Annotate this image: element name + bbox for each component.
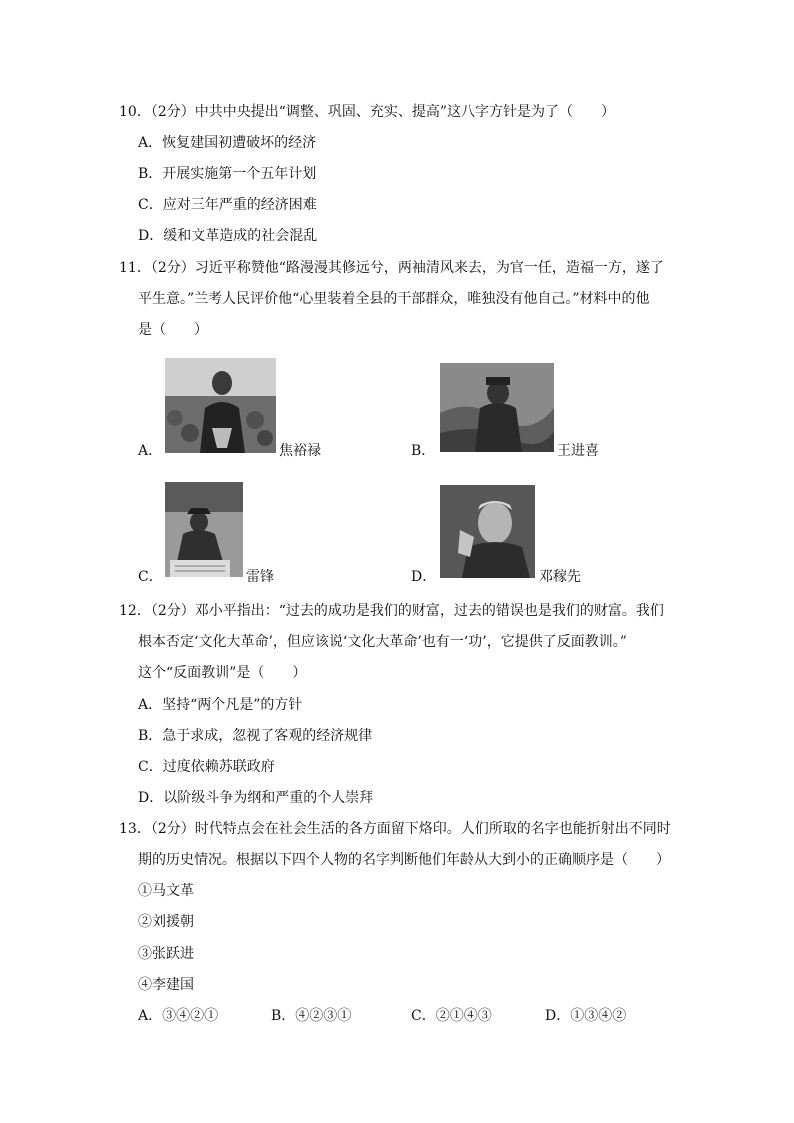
q11-option-b-letter[interactable]: B． [411, 443, 436, 459]
q13-stem-line1: 13．（2分）时代特点会在社会生活的各方面留下烙印。人们所取的名字也能折射出不同时 [119, 821, 671, 837]
q11-option-c-name: 雷锋 [246, 569, 274, 585]
q13-stem-line2: 期的历史情况。根据以下四个人物的名字判断他们年龄从大到小的正确顺序是（ ） [138, 852, 670, 868]
q13-item-4: ④李建国 [138, 977, 194, 993]
q12-stem-line3: 这个“反面教训”是（ ） [138, 665, 307, 681]
q12-option-c[interactable]: C．过度依赖苏联政府 [138, 759, 275, 775]
q11-option-c-photo[interactable] [165, 482, 243, 577]
q13-item-1: ①马文革 [138, 883, 194, 899]
q11-option-d-photo[interactable] [440, 485, 535, 578]
q10-option-a[interactable]: A．恢复建国初遭破坏的经济 [138, 135, 317, 151]
q10-stem: 10．（2分）中共中央提出“调整、巩固、充实、提高”这八字方针是为了（ ） [119, 104, 616, 120]
q11-stem-line2: 平生意。”兰考人民评价他“心里装着全县的干部群众，唯独没有他自己。”材料中的他 [138, 291, 650, 307]
q11-option-c-letter[interactable]: C． [138, 569, 163, 585]
q10-option-d[interactable]: D．缓和文革造成的社会混乱 [138, 228, 318, 244]
q12-option-a[interactable]: A．坚持“两个凡是”的方针 [138, 697, 303, 713]
q10-option-c[interactable]: C．应对三年严重的经济困难 [138, 197, 317, 213]
q11-option-d-name: 邓稼先 [539, 569, 581, 585]
q13-option-c[interactable]: C．②①④③ [411, 1008, 492, 1024]
q12-option-b[interactable]: B．急于求成，忽视了客观的经济规律 [138, 728, 373, 744]
q11-option-b-name: 王进喜 [557, 443, 599, 459]
q13-item-2: ②刘援朝 [138, 914, 194, 930]
q11-option-a-photo[interactable] [165, 358, 276, 453]
q11-stem-line3: 是（ ） [138, 322, 208, 338]
q11-stem-line1: 11．（2分）习近平称赞他“路漫漫其修远兮，两袖清风来去，为官一任，造福一方，遂了 [119, 260, 664, 276]
q13-option-d[interactable]: D．①③④② [545, 1008, 627, 1024]
q11-option-a-letter[interactable]: A． [138, 443, 163, 459]
q13-item-3: ③张跃进 [138, 946, 194, 962]
q11-option-b-photo[interactable] [440, 363, 554, 452]
q12-stem-line2: 根本否定‘文化大革命’，但应该说‘文化大革命’也有一‘功’，它提供了反面教训。” [138, 634, 627, 650]
q12-stem-line1: 12．（2分）邓小平指出：“过去的成功是我们的财富，过去的错误也是我们的财富。我们 [119, 603, 664, 619]
q12-option-d[interactable]: D．以阶级斗争为纲和严重的个人崇拜 [138, 790, 374, 806]
q10-option-b[interactable]: B．开展实施第一个五年计划 [138, 166, 317, 182]
q13-option-b[interactable]: B．④②③① [271, 1008, 352, 1024]
q13-option-a[interactable]: A．③④②① [138, 1008, 219, 1024]
q11-option-d-letter[interactable]: D． [411, 569, 437, 585]
q11-option-a-name: 焦裕禄 [279, 443, 321, 459]
